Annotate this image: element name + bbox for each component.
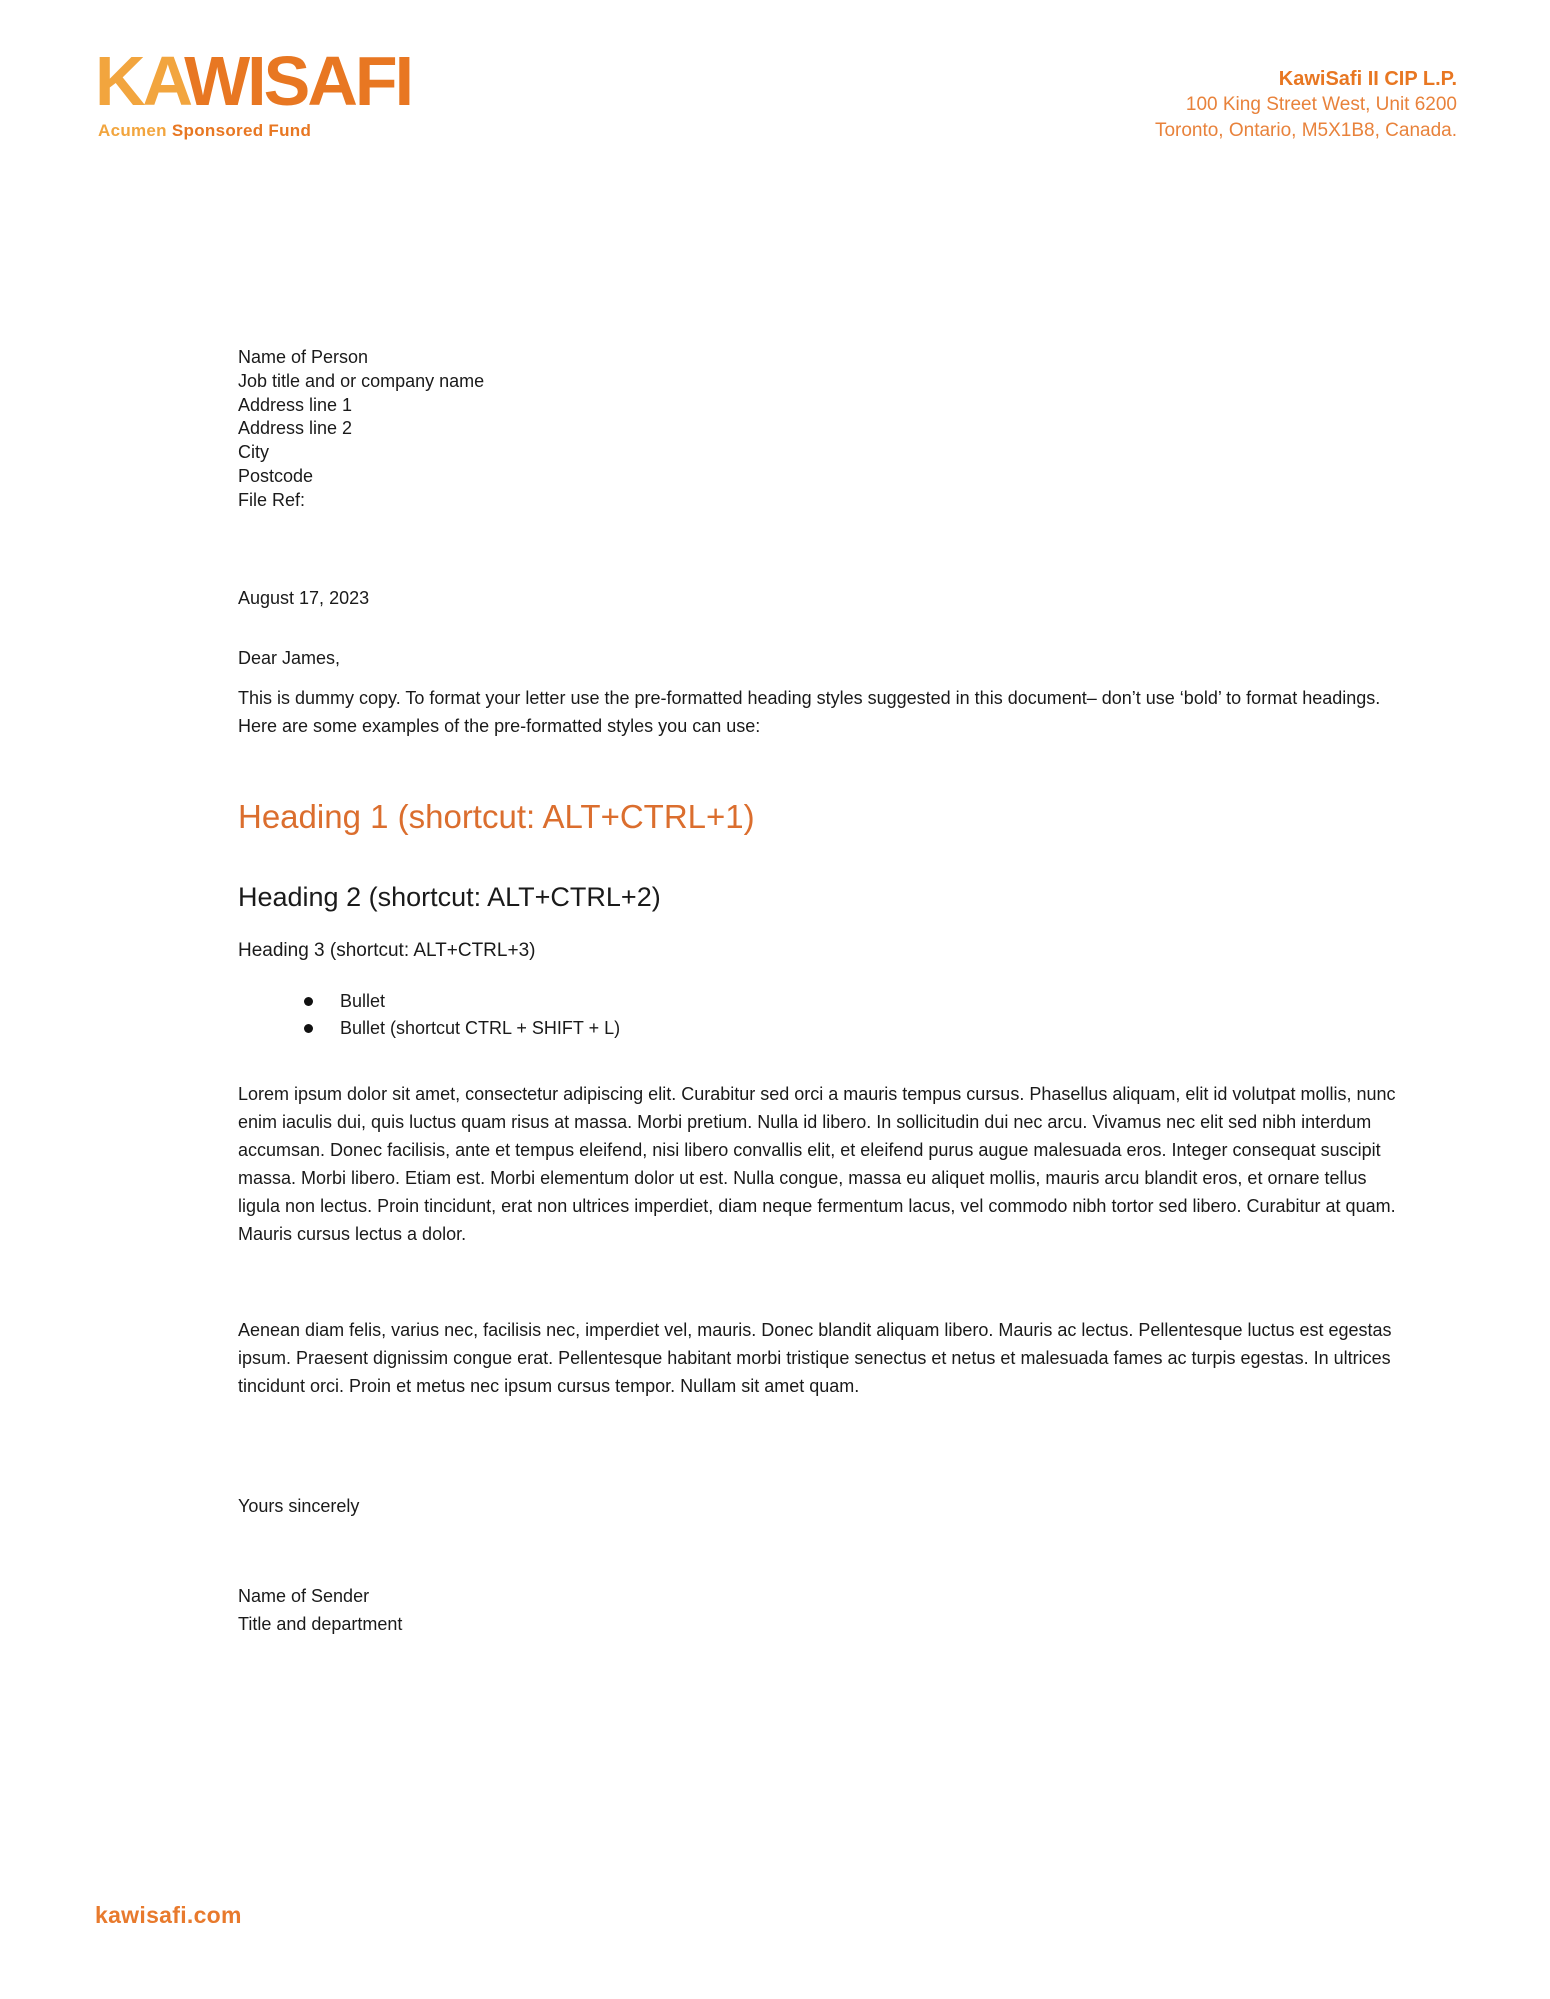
company-name: KawiSafi II CIP L.P. bbox=[1278, 68, 1457, 90]
bullet-item-1: Bullet bbox=[340, 988, 620, 1015]
intro-paragraph: This is dummy copy. To format your letter use the pre-formatted heading styles suggested in this document– don’t use ‘bold’ to format headings. Here are some examples of the pre-formatted styles you can use: bbox=[238, 688, 1381, 736]
recipient-name: Name of Person bbox=[238, 347, 369, 367]
heading-3-example: Heading 3 (shortcut: ALT+CTRL+3) bbox=[238, 940, 536, 961]
recipient-file-ref: File Ref: bbox=[238, 489, 306, 510]
logo-wordmark-wisafi: WISAFI bbox=[184, 42, 412, 120]
recipient-address-line-2: Address line 2 bbox=[238, 418, 353, 439]
bullet-item-2: Bullet (shortcut CTRL + SHIFT + L) bbox=[340, 1015, 620, 1042]
logo-tagline-acumen: Acumen bbox=[98, 121, 167, 140]
sender-name: Name of Sender bbox=[238, 1586, 370, 1606]
company-address-line-2: Toronto, Ontario, M5X1B8, Canada. bbox=[1154, 120, 1457, 141]
letter-date: August 17, 2023 bbox=[238, 588, 370, 608]
recipient-city: City bbox=[238, 442, 269, 463]
heading-1-example: Heading 1 (shortcut: ALT+CTRL+1) bbox=[238, 798, 755, 835]
logo-tagline-sponsored-fund: Sponsored Fund bbox=[166, 121, 312, 140]
website-url: kawisafi.com bbox=[95, 1902, 242, 1928]
sender-title: Title and department bbox=[238, 1614, 403, 1634]
letter-body bbox=[238, 0, 1403, 1999]
body-paragraph-1: Lorem ipsum dolor sit amet, consectetur adipiscing elit. Curabitur sed orci a mauris tempus cursus. Phasellus aliquam, elit id volutpat mollis, nunc enim iaculis dui, quis luctus quam risus at massa. Morbi pretium. Nulla id libero. In sollicitudin dui nec arcu. Vivamus nec elit sed nibh interdum accumsan. Donec facilisis, ante et tempus eleifend, nisi libero convallis elit, et eleifend purus augue malesuada eros. Integer consequat suscipit massa. Morbi libero. Etiam est. Morbi elementum dolor ut est. Nulla congue, massa eu aliquet mollis, mauris arcu blandit eros, et ornare tellus ligula non lectus. Proin tincidunt, erat non ultrices imperdiet, diam neque fermentum lacus, vel commodo nibh tortor sed libero. Curabitur at quam. Mauris cursus lectus a dolor. bbox=[238, 1084, 1396, 1244]
body-paragraph-2: Aenean diam felis, varius nec, facilisis nec, imperdiet vel, mauris. Donec blandit aliquam libero. Mauris ac lectus. Pellentesque luctus est egestas ipsum. Praesent dignissim congue erat. Pellentesque habitant morbi tristique senectus et netus et malesuada fames ac turpis egestas. In ultrices tincidunt orci. Proin et metus nec ipsum cursus tempor. Nullam sit amet quam. bbox=[238, 1320, 1392, 1396]
recipient-postcode: Postcode bbox=[238, 465, 314, 486]
recipient-block bbox=[238, 346, 484, 513]
salutation: Dear James, bbox=[238, 648, 341, 668]
recipient-address-line-1: Address line 1 bbox=[238, 394, 353, 415]
heading-2-example: Heading 2 (shortcut: ALT+CTRL+2) bbox=[238, 882, 661, 912]
valediction: Yours sincerely bbox=[238, 1496, 360, 1516]
company-address-line-1: 100 King Street West, Unit 6200 bbox=[1185, 94, 1457, 115]
logo-wordmark-ka: KA bbox=[95, 42, 191, 120]
bullet-list bbox=[238, 988, 620, 1042]
recipient-job-title: Job title and or company name bbox=[238, 370, 485, 391]
